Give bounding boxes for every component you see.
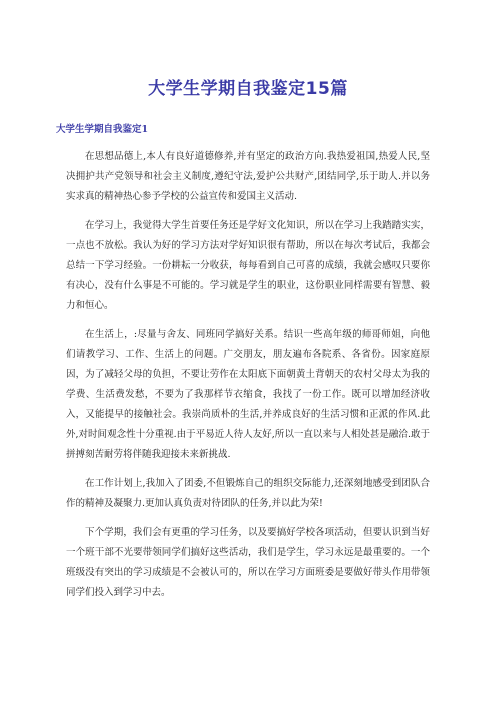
- document-title: 大学生学期自我鉴定15篇: [148, 79, 348, 99]
- section-heading: 大学生学期自我鉴定1: [56, 124, 149, 135]
- paragraph-work: 在工作计划上,我加入了团委,不但锻炼自己的组织交际能力,还深刻地感受到团队合作的精神及凝聚力.更加认真负责对待团队的任务,并以此为荣!: [66, 478, 430, 509]
- paragraph-next-term: 下个学期，我们会有更重的学习任务，以及要搞好学校各项活动，但要认识到当好一个班干部不光要带领同学们搞好这些活动，我们是学生，学习永远是最重要的。一个班级没有突出的学习成绩是不会被认可的，所以在学习方面班委是要做好带头作用带领同学们投入到学习中去。: [66, 527, 430, 598]
- paragraph-moral: 在思想品德上,本人有良好道德修养,并有坚定的政治方向.我热爱祖国,热爱人民,坚决拥护共产党领导和社会主义制度,遵纪守法,爱护公共财产,团结同学,乐于助人.并以务实求真的精神热心参予学校的公益宣传和爱国主义活动.: [66, 151, 430, 202]
- paragraph-life: 在生活上，:尽量与舍友、同班同学搞好关系。结识一些高年级的师哥师姐，向他们请教学习、工作、生活上的问题。广交朋友，朋友遍布各院系、各省份。因家庭原因，为了减轻父母的负担，不要让劳作在太阳底下面朝黄土背朝天的农村父母太为我的学费、生活费发愁，不要为了我那样节衣缩食，我找了一份工作。既可以增加经济收入，又能提早的接触社会。我崇尚质朴的生活,并养成良好的生活习惯和正派的作风.此外,对时间观念性十分重视.由于平易近人待人友好,所以一直以来与人相处甚是融洽.敢于拼搏刻苦耐劳将伴随我迎接未来新挑战.: [66, 329, 430, 460]
- paragraph-study: 在学习上，我觉得大学生首要任务还是学好文化知识，所以在学习上我踏踏实实，一点也不放松。我认为好的学习方法对学好知识很有帮助，所以在每次考试后，我都会总结一下学习经验。一份耕耘一分收获，每每看到自己可喜的成绩，我就会感叹只要你有决心，没有什么事是不可能的。学习就是学生的职业，这份职业同样需要有智慧、毅力和恒心。: [66, 220, 430, 311]
